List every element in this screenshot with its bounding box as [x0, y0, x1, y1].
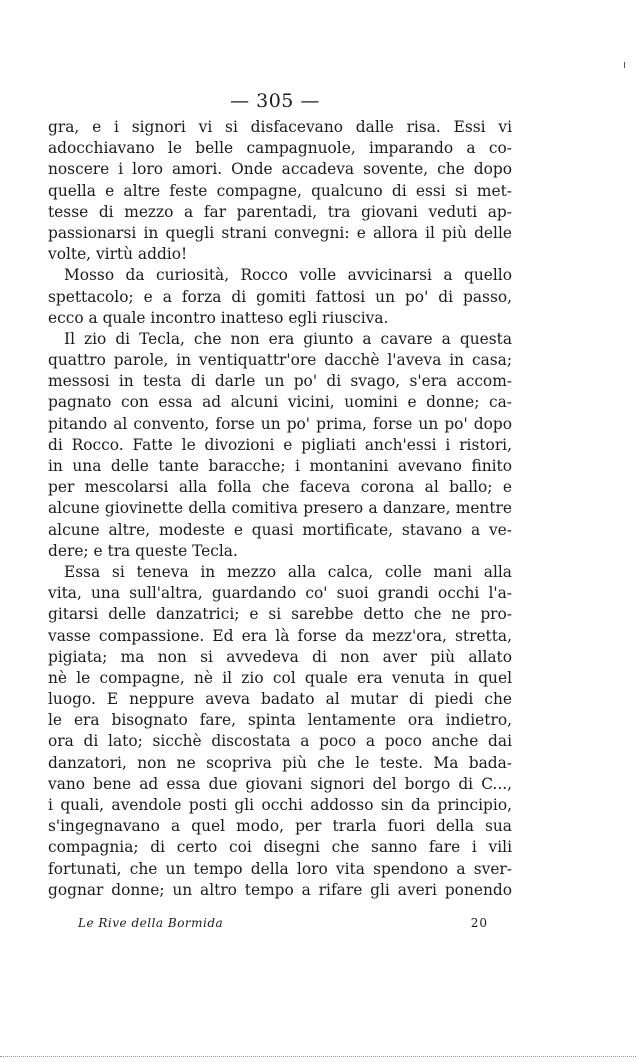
text-line: ecco a quale incontro inatteso egli riusciva. — [48, 308, 389, 327]
text-line: vano bene ad essa due giovani signori del borgo di C..., — [48, 774, 512, 793]
text-line: gitarsi delle danzatrici; e si sarebbe detto che ne pro- — [48, 605, 512, 624]
text-line: volte, virtù addio! — [48, 245, 188, 264]
text-line: adocchiavano le belle campagnuole, imparando a co- — [48, 139, 512, 158]
text-line: per mescolarsi alla folla che faceva corona al ballo; e — [48, 478, 512, 497]
page-number: — 305 — — [230, 90, 320, 112]
text-line: s'ingegnavano a quel modo, per trarla fuori della sua — [48, 817, 512, 836]
text-line: Mosso da curiosità, Rocco volle avvicinarsi a quello — [64, 266, 512, 285]
text-line: in una delle tante baracche; i montanini avevano finito — [48, 457, 512, 475]
text-line: quattro parole, in ventiquattr'ore dacchè l'aveva in casa; — [48, 351, 512, 370]
scan-bottom-edge — [0, 1056, 636, 1060]
text-line: le era bisognato fare, spinta lentamente ora indietro, — [48, 711, 512, 730]
text-line: tesse di mezzo a far parentadi, tra giovani veduti ap- — [48, 202, 512, 221]
text-line: spettacolo; e a forza di gomiti fattosi un po' di passo, — [48, 287, 512, 306]
body-text — [48, 117, 512, 901]
text-line: dere; e tra queste Tecla. — [48, 541, 238, 560]
text-line: Essa si teneva in mezzo alla calca, colle mani alla — [64, 562, 512, 581]
text-line: alcune altre, modeste e quasi mortificate, stavano a ve- — [48, 520, 512, 539]
text-line: gognar donne; un altro tempo a rifare gli averi ponendo — [48, 880, 512, 899]
text-line: Il zio di Tecla, che non era giunto a cavare a questa — [64, 329, 512, 348]
text-line: compagnia; di certo coi disegni che sanno fare i vili — [48, 838, 512, 857]
text-line: luogo. E neppure aveva badato al mutar di piedi che — [48, 690, 512, 709]
page-footer — [78, 913, 488, 933]
scan-edge-mark — [624, 62, 625, 68]
text-line: pitando al convento, forse un po' prima, forse un po' dopo — [48, 414, 512, 433]
text-line: noscere i loro amori. Onde accadeva sovente, che dopo — [48, 160, 512, 179]
text-line: fortunati, che un tempo della loro vita spendono a sver- — [48, 859, 512, 878]
text-line: pagnato con essa ad alcuni vicini, uomini e donne; ca- — [48, 393, 512, 412]
text-line: pigiata; ma non si avvedeva di non aver più allato — [48, 647, 512, 666]
text-line: alcune giovinette della comitiva presero a danzare, mentre — [48, 499, 512, 518]
text-line: di Rocco. Fatte le divozioni e pigliati anch'essi i ristori, — [48, 435, 512, 454]
text-line: gra, e i signori vi si disfacevano dalle risa. Essi vi — [48, 118, 512, 136]
text-line: vita, una sull'altra, guardando co' suoi grandi occhi l'a- — [48, 584, 512, 603]
text-line: passionarsi in quegli strani convegni: e allora il più delle — [48, 223, 512, 242]
text-line: i quali, avendole posti gli occhi addosso sin da principio, — [48, 796, 512, 814]
text-line: vasse compassione. Ed era là forse da mezz'ora, stretta, — [48, 626, 512, 645]
text-line: messosi in testa di darle un po' di svago, s'era accom- — [48, 372, 512, 391]
text-line: nè le compagne, nè il zio col quale era venuta in quel — [48, 668, 512, 687]
text-line: quella e altre feste compagne, qualcuno di essi si met- — [48, 181, 512, 200]
text-line: ora di lato; sicchè discostata a poco a poco anche dai — [48, 732, 512, 751]
signature-mark: Le Rive della Bormida — [78, 916, 224, 930]
text-line: danzatori, non ne scopriva più che le teste. Ma bada- — [48, 753, 512, 772]
sheet-number: 20 — [470, 916, 488, 930]
